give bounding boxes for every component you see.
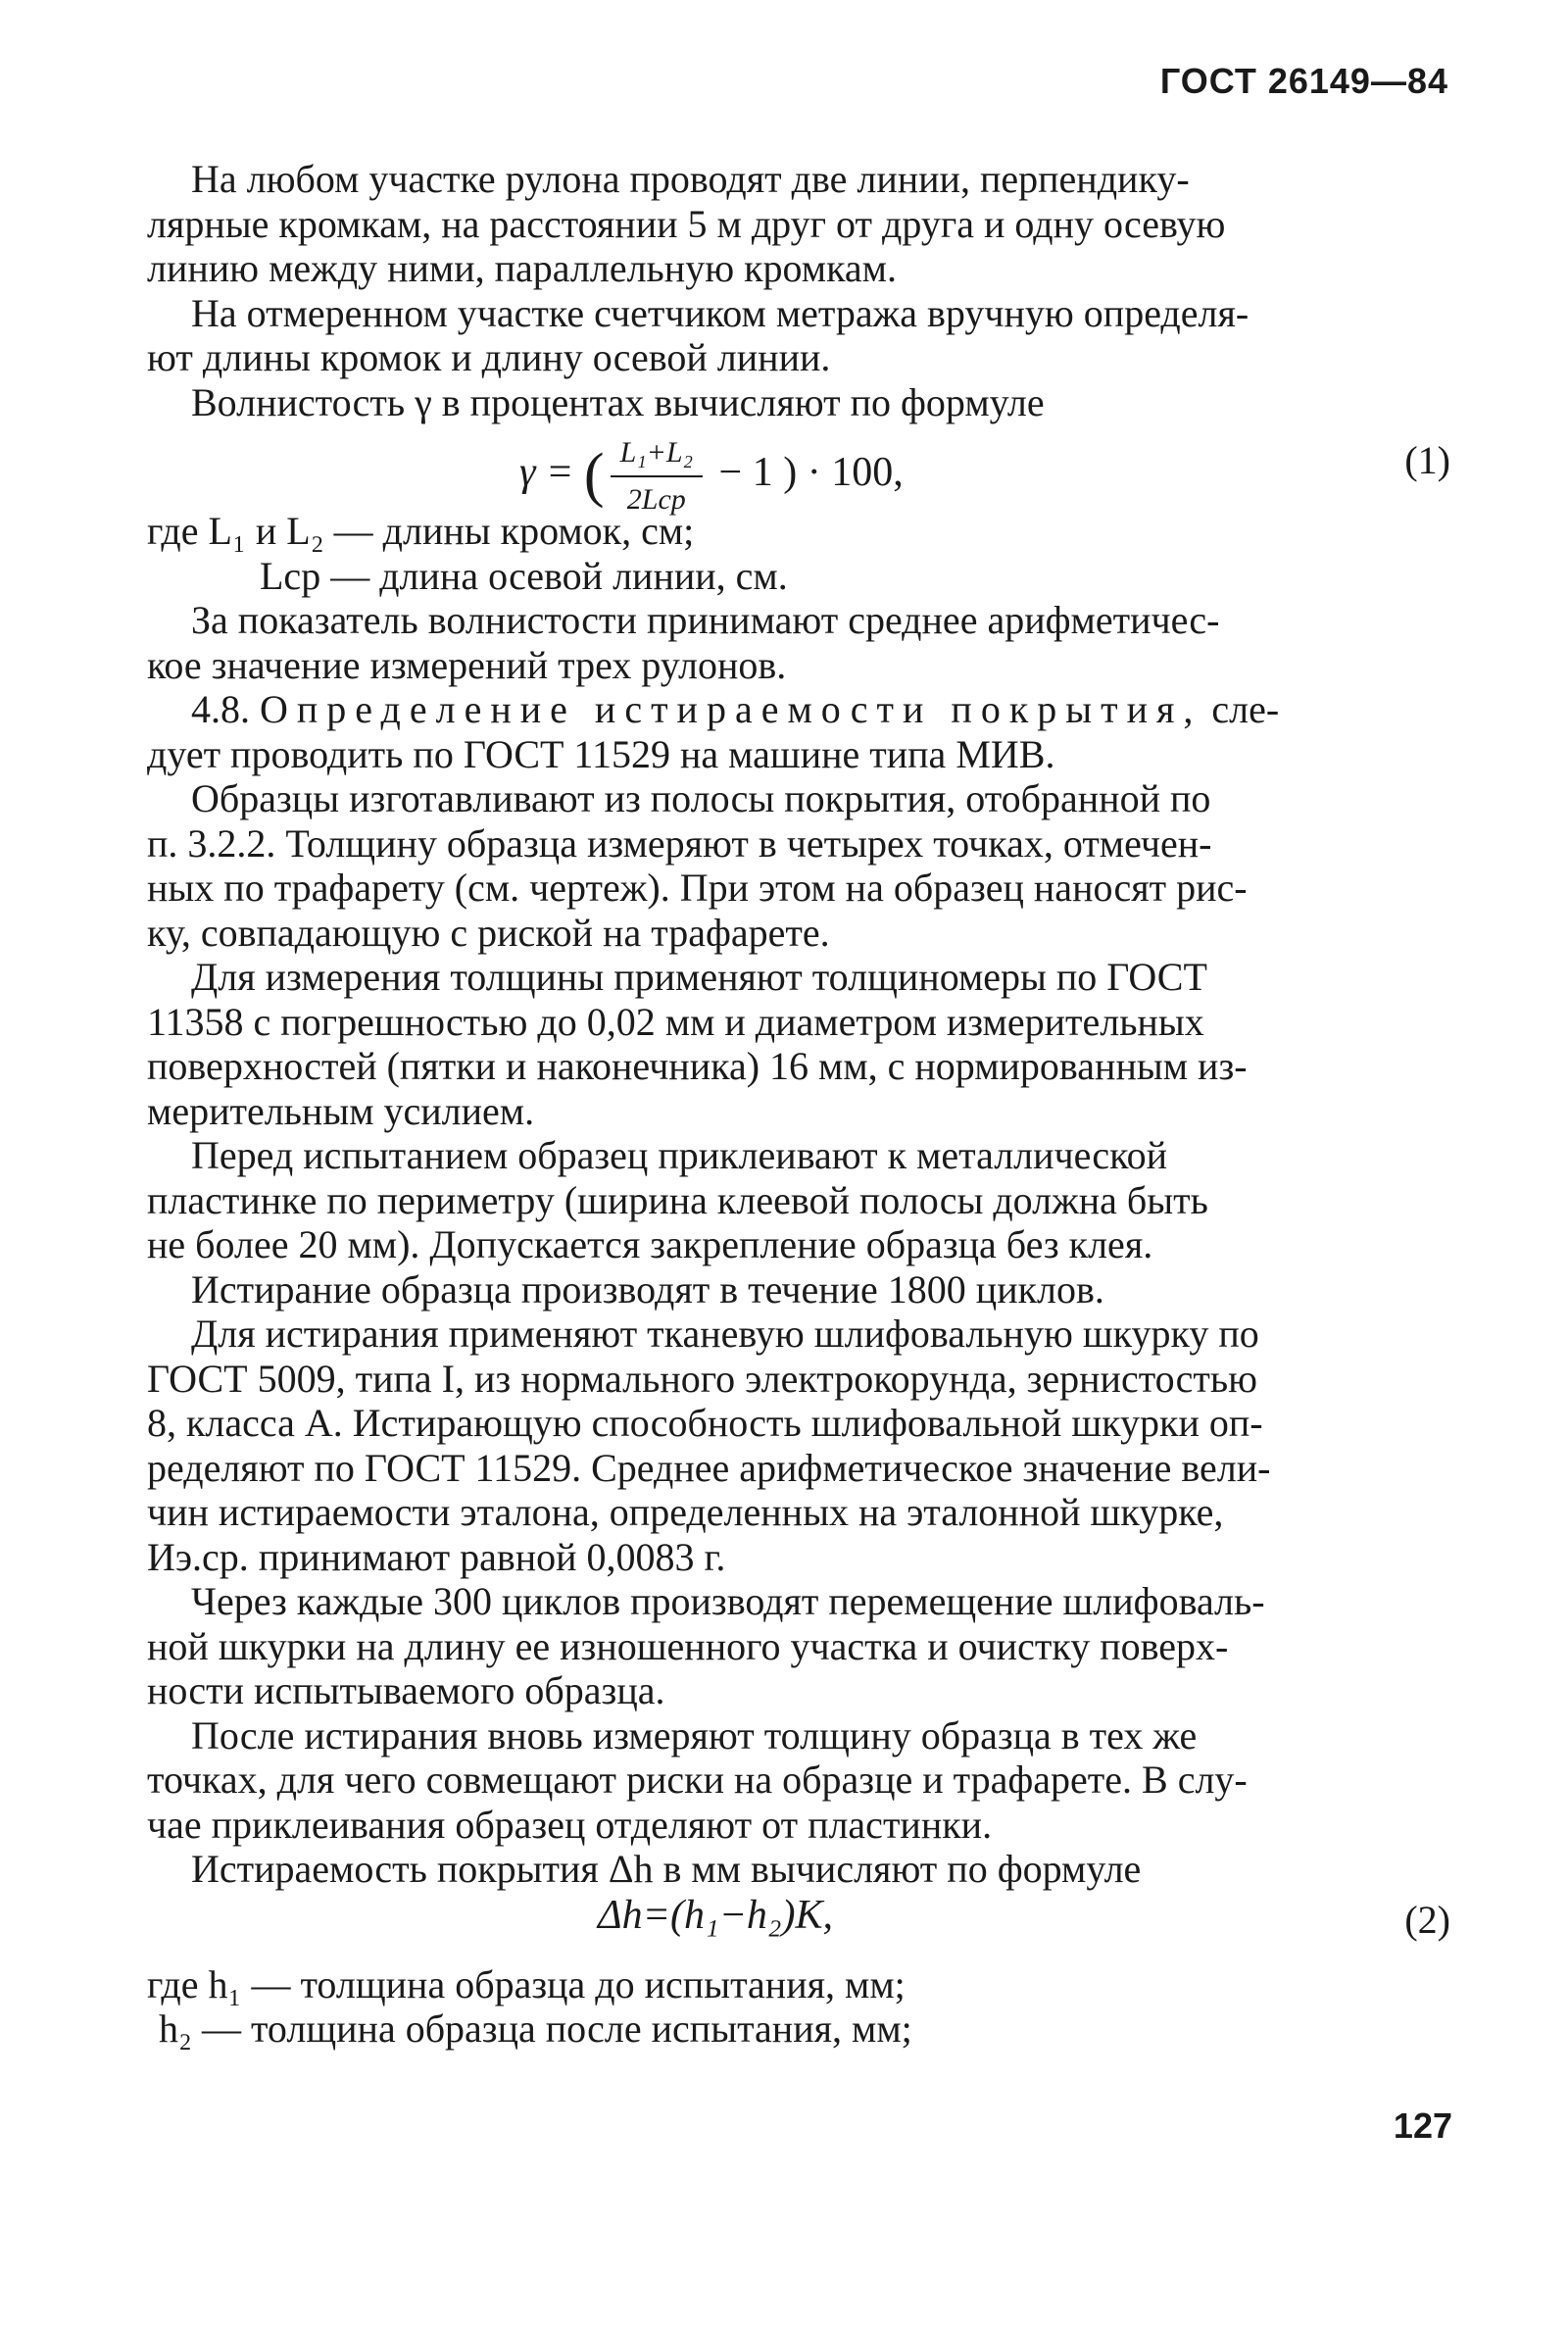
text-line: мерительным усилием.	[147, 1088, 535, 1133]
text-line: точках, для чего совмещают риски на образце и трафарете. В слу-	[147, 1758, 1248, 1802]
paragraph-thickness	[147, 955, 1450, 1133]
formula-2-expression: Δh=(h₁−h₂)K,	[598, 1892, 834, 1938]
text-line: На отмеренном участке счетчиком метража вручную определя-	[191, 290, 1250, 335]
text-line: п. 3.2.2. Толщину образца измеряют в четырех точках, отмечен-	[147, 820, 1212, 866]
formula-1-lhs: γ =	[519, 450, 574, 496]
formula-1-denominator: 2Lср	[626, 482, 686, 516]
text-line: 8, класса А. Истирающую способность шлифовальной шкурки оп-	[147, 1401, 1263, 1445]
text-line: ных по трафарету (см. чертеж). При этом на образец наносят рис-	[147, 866, 1248, 910]
paragraph-abrasive	[147, 1312, 1450, 1579]
text-line: поверхностей (пятки и наконечника) 16 мм, с нормированным из-	[147, 1044, 1248, 1088]
text-line: пластинке по периметру (ширина клеевой полосы должна быть	[147, 1177, 1208, 1222]
formula-1-label: (1)	[1404, 438, 1450, 482]
formula-1-legend	[147, 509, 1450, 598]
formula-1-rest: − 1 ) · 100,	[718, 450, 904, 496]
text-line: 11358 с погрешностью до 0,02 мм и диаметром измерительных	[147, 999, 1204, 1044]
text-line: линию между ними, параллельную кромкам.	[147, 246, 897, 290]
section-heading-tail: сле-	[1201, 687, 1280, 731]
text-line: дует проводить по ГОСТ 11529 на машине типа МИВ.	[147, 731, 1055, 776]
text-line: ГОСТ 5009, типа I, из нормального электрокорунда, зернистостью	[147, 1356, 1258, 1401]
text-line: Через каждые 300 циклов производят перемещение шлифоваль-	[191, 1579, 1265, 1623]
text-line: не более 20 мм). Допускается закрепление образца без клея.	[147, 1222, 1153, 1266]
legend-line: h₂ — толщина образца после испытания, мм;	[159, 2006, 912, 2051]
section-number: 4.8.	[191, 687, 260, 731]
document-body	[147, 157, 1450, 2052]
text-line: кое значение измерений трех рулонов.	[147, 642, 787, 687]
text-line: ности испытываемого образца.	[147, 1668, 665, 1712]
formula-2	[147, 1892, 1450, 1962]
text-line: Истирание образца производят в течение 1800 циклов.	[191, 1266, 1104, 1312]
text-line: После истирания вновь измеряют толщину образца в тех же	[191, 1712, 1198, 1758]
text-line: ной шкурки на длину ее изношенного участка и очистку поверх-	[147, 1623, 1229, 1668]
legend-line: где L₁ и L₂ — длины кромок, см;	[147, 509, 695, 553]
paragraph-measure	[147, 291, 1450, 425]
formula-1-fraction	[611, 430, 703, 521]
text-line: ют длины кромок и длину осевой линии.	[147, 335, 831, 379]
formula-2-legend	[147, 1962, 1450, 2052]
text-line: Для истирания применяют тканевую шлифовальную шкурку по	[191, 1312, 1259, 1356]
formula-1	[147, 424, 1450, 516]
formula-2-label: (2)	[1404, 1897, 1450, 1942]
formula-1-expression	[519, 430, 904, 521]
text-line: ку, совпадающую с риской на трафарете.	[147, 910, 830, 955]
text-line: чае приклеивания образец отделяют от пластинки.	[147, 1802, 993, 1847]
text-line: лярные кромкам, на расстоянии 5 м друг от друга и одну осевую	[147, 201, 1226, 246]
formula-1-paren: (	[583, 441, 605, 509]
page-header: ГОСТ 26149—84	[1159, 61, 1448, 101]
paragraph-gluing	[147, 1133, 1450, 1312]
legend-line: Lср — длина осевой линии, см.	[260, 553, 788, 598]
section-heading-line	[147, 687, 1450, 732]
paragraph-indicator	[147, 598, 1450, 687]
text-line: ределяют по ГОСТ 11529. Среднее арифметическое значение вели-	[147, 1445, 1271, 1490]
text-line: Для измерения толщины применяют толщиномеры по ГОСТ	[191, 955, 1207, 999]
paragraph-samples	[147, 776, 1450, 955]
text-line: чин истираемости эталона, определенных на эталонной шкурке,	[147, 1490, 1224, 1534]
paragraph-strips	[147, 157, 1450, 291]
paragraph-after	[147, 1713, 1450, 1892]
paragraph-cycles	[147, 1579, 1450, 1713]
text-line: На любом участке рулона проводят две линии, перпендику-	[191, 157, 1190, 201]
text-line: Иэ.ср. принимают равной 0,0083 г.	[147, 1534, 726, 1579]
section-title: Определение истираемости покрытия,	[260, 687, 1202, 731]
text-line: Волнистость γ в процентах вычисляют по формуле	[191, 379, 1045, 424]
text-line: Перед испытанием образец приклеивают к металлической	[191, 1133, 1167, 1177]
text-line: За показатель волнистости принимают среднее арифметичес-	[191, 598, 1220, 642]
page-number: 127	[1393, 2105, 1452, 2146]
text-line: Образцы изготавливают из полосы покрытия, отобранной по	[191, 776, 1211, 820]
legend-line: где h₁ — толщина образца до испытания, мм;	[147, 1961, 906, 2006]
text-line: Истираемость покрытия Δh в мм вычисляют по формуле	[191, 1847, 1142, 1891]
formula-1-numerator: L₁+L₂	[611, 430, 703, 477]
section-4-8	[147, 687, 1450, 776]
